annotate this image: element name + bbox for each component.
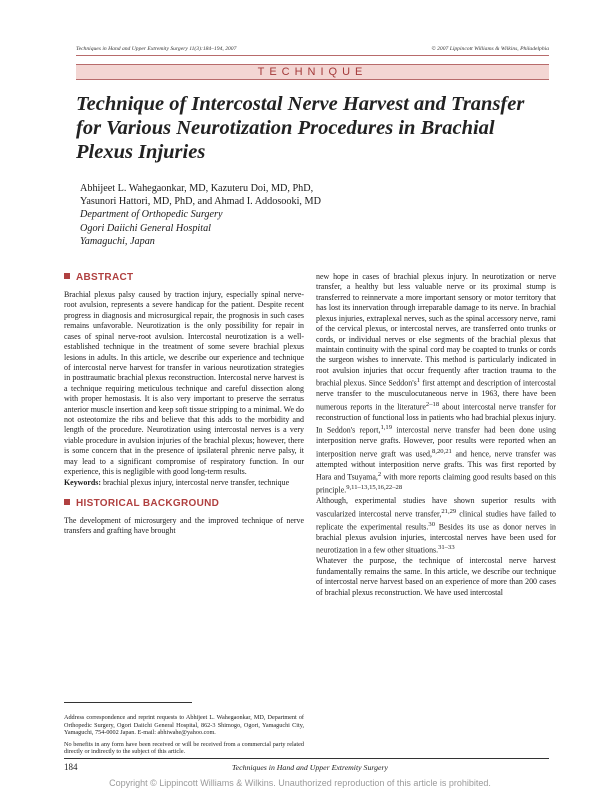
right-paragraph-3: Whatever the purpose, the technique of intercostal nerve harvest fundamentally remains the same. In this article, we describe our technique of intercostal nerve harvest based on an experience of more than 200 cases of brachial plexus reconstruction. We have used intercostal [316, 556, 556, 597]
footnote [64, 714, 304, 760]
right-column [316, 272, 556, 598]
text-run: Besides its use as donor nerves in brachial plexus avulsion injuries, intercostal nerves have been used for neurotization in a few other situations. [316, 522, 556, 555]
header-rule [76, 55, 549, 56]
footnote-benefits: No benefits in any form have been received or will be received from a commercial party related directly or indirectly to the subject of this article. [64, 740, 304, 756]
section-marker-icon [64, 499, 70, 505]
text-run: intercostal nerve transfer had been done using interposition nerve grafts. However, poor results were reported when an interposition nerve graft was used, [316, 425, 556, 459]
citation-sup: 2 [377, 471, 382, 479]
footnote-correspondence: Address correspondence and reprint requests to Abhijeet L. Wahegaonkar, MD, Department of Orthopedic Surgery, Ogori Daiichi General Hospital, 862-3 Shimogo, Ogori, Yamaguchi City, Yamaguchi, 754-0002 Japan. E-mail: abhiwahe@yahoo.com. [64, 714, 304, 737]
affiliation-location: Yamaguchi, Japan [80, 235, 155, 247]
citation-sup: 9,11–13,15,16,22–28 [346, 484, 403, 492]
affiliation-department: Department of Orthopedic Surgery [80, 209, 223, 221]
authors-line-2: Yasunori Hattori, MD, PhD, and Ahmad I. Addosooki, MD [80, 196, 321, 208]
keywords-label: Keywords: [64, 477, 102, 487]
footnote-rule [64, 702, 192, 703]
section-marker-icon [64, 273, 70, 279]
historical-text: The development of microsurgery and the improved technique of nerve transfers and grafting have brought [64, 516, 304, 536]
text-run: new hope in cases of brachial plexus injury. In neurotization or nerve transfer, a healthy but less valuable nerve or its proximal stump is transferred to reinnervate a more important sensory or motor territory that has lost its innervation through irreparable damage to its nerve. In brachial plexus injuries, extraplexal nerves, such as the spinal accessory nerve, rami of the cervical plexus, or intercostal nerves, are transferred onto trunks or cords, or individual nerves or else segments of the brachial plexus that maintain continuity with the spinal cord may be coapted to trunks or cords the surgeon wishes to innervate. This method is particularly indicated in root avulsion injuries that occur frequently after traction trauma to the brachial plexus. Since Seddon's [316, 272, 556, 388]
footer-journal: Techniques in Hand and Upper Extremity Surgery [232, 763, 388, 772]
text-run: clinical studies have failed to replicate the experimental results. [316, 509, 556, 532]
keywords [64, 478, 304, 488]
citation-sup: 21,29 [441, 507, 457, 515]
affiliation-hospital: Ogori Daiichi General Hospital [80, 222, 212, 234]
text-run: with more reports claiming good results based on this principle. [316, 472, 557, 495]
right-paragraph-2 [316, 496, 556, 556]
running-copyright: © 2007 Lippincott Williams & Wilkins, Philadelphia [431, 46, 549, 52]
author-block [80, 182, 500, 248]
citation-sup: 30 [428, 520, 435, 528]
abstract-heading-text: ABSTRACT [76, 272, 134, 283]
historical-heading [64, 498, 304, 510]
authors-line-1: Abhijeet L. Wahegaonkar, MD, Kazuteru Doi, MD, PhD, [80, 183, 314, 194]
text-run: about intercostal nerve transfer for reconstruction of functional loss in patients who had brachial plexus injury. In Seddon's report, [316, 402, 556, 435]
citation-sup: 1,19 [380, 424, 393, 432]
right-paragraph-1 [316, 272, 556, 496]
text-run: Although, experimental studies have shown superior results with vascularized intercostal nerve transfer, [316, 496, 556, 519]
section-banner: TECHNIQUE [76, 64, 549, 80]
article-title: Technique of Intercostal Nerve Harvest and Transfer for Various Neurotization Procedures in Brachial Plexus Injuries [76, 93, 525, 163]
keywords-text: brachial plexus injury, intercostal nerve transfer, technique [103, 477, 290, 487]
text-run: and hence, nerve transfer was attempted without interposition nerve grafts. This was first reported by Hara and Tsuyama, [316, 449, 556, 482]
footer-rule [64, 758, 549, 759]
citation-sup: 2–18 [425, 400, 440, 408]
copyright-watermark: Copyright © Lippincott Williams & Wilkins. Unauthorized reproduction of this article is prohibited. [109, 778, 491, 788]
citation-sup: 1 [416, 377, 421, 385]
abstract-heading [64, 272, 304, 284]
citation-sup: 31–33 [438, 544, 455, 552]
left-column [64, 272, 304, 537]
abstract-text: Brachial plexus palsy caused by traction injury, especially spinal nerve-root avulsion, represents a severe handicap for the patient. Despite recent progress in diagnosis and microsurgical repair, the prognosis in such cases remains unfavorable. Neurotization is the only possibility for repair in cases of spinal nerve-root avulsion. Intercostal neurotization is a well-established technique in the treatment of some severe brachial plexus lesions in adults. In this article, we describe our experience and technique of intercostal nerve harvest for transfer in various neurotization strategies in posttraumatic brachial plexus reconstruction. Intercostal nerve harvest is a technique requiring meticulous technique and careful dissection along with proper hemostasis. It is also very important to preserve the serratus anterior muscle insertion and keep soft tissue stripping to a minimal. We do not osteotomize the ribs and believe that this adds to the morbidity and length of the procedure. Neurotization using intercostal nerves is a very viable procedure in avulsion injuries of the brachial plexus; however, there is some concern that in the presence of ipsilateral phrenic nerve palsy, it may lead to a significant compromise of respiratory function. In our experience, this is negligible with good long-term results. [64, 290, 304, 477]
historical-heading-text: HISTORICAL BACKGROUND [76, 498, 220, 510]
citation-sup: 8,20,21 [432, 447, 452, 455]
text-run: first attempt and description of intercostal nerve transfer to the musculocutaneous nerve in 1963, there have been numerous reports in the literature [316, 378, 556, 412]
running-journal-citation: Techniques in Hand and Upper Extremity Surgery 11(3):184–194, 2007 [76, 46, 237, 52]
page-number: 184 [64, 762, 78, 772]
